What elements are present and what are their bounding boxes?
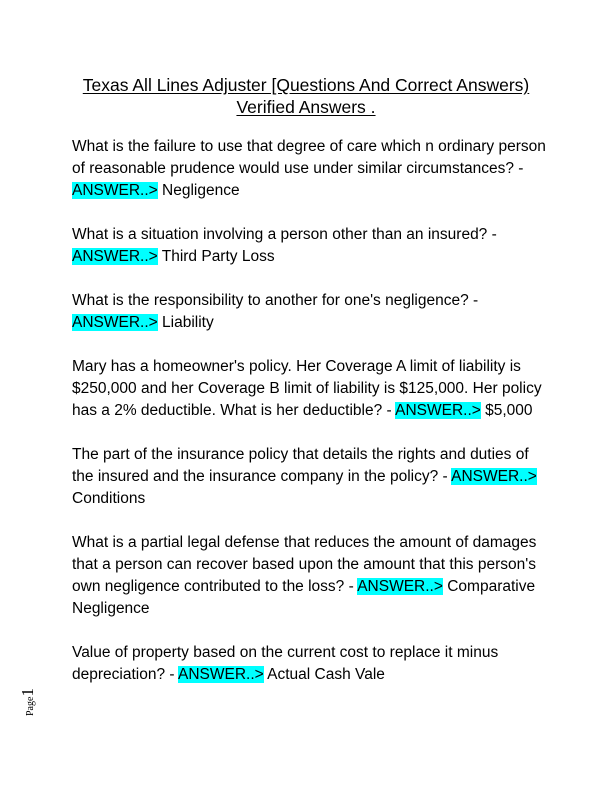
qa-list (72, 136, 550, 708)
qa-item (72, 444, 550, 510)
qa-item (72, 290, 550, 334)
question-text: What is a situation involving a person other than an insured? - (72, 226, 497, 243)
answer-text: Comparative Negligence (72, 578, 536, 617)
document-title (60, 74, 552, 118)
question-text: What is a partial legal defense that reduces the amount of damages that a person can recover based upon the amount that this person's own negligence contributed to the loss? - (72, 534, 537, 595)
question-text: What is the failure to use that degree of care which n ordinary person of reasonable prudence would use under similar circumstances? - (72, 138, 546, 177)
qa-item (72, 356, 550, 422)
qa-item (72, 532, 550, 620)
answer-marker: ANSWER..> (395, 402, 481, 419)
title-line-2: Verified Answers . (236, 97, 376, 117)
answer-text: $5,000 (480, 402, 533, 419)
page-word: Page (25, 696, 36, 716)
qa-item (72, 642, 550, 686)
qa-item (72, 224, 550, 268)
answer-marker: ANSWER..> (72, 182, 158, 199)
page-number-label (18, 680, 62, 716)
answer-marker: ANSWER..> (451, 468, 537, 485)
question-text: Mary has a homeowner's policy. Her Coverage A limit of liability is $250,000 and her Coverage B limit of liability is $125,000. Her policy has a 2% deductible. What is her deductible? - (72, 358, 542, 419)
question-text: What is the responsibility to another for one's negligence? - (72, 292, 479, 309)
answer-marker: ANSWER..> (72, 248, 158, 265)
question-text: The part of the insurance policy that details the rights and duties of the insured and the insurance company in the policy? - (72, 446, 529, 485)
answer-marker: ANSWER..> (357, 578, 443, 595)
question-text: Value of property based on the current cost to replace it minus depreciation? - (72, 644, 499, 683)
answer-text: Liability (157, 314, 214, 331)
qa-item (72, 136, 550, 202)
page-number: 1 (18, 688, 37, 697)
answer-text: Conditions (72, 490, 146, 507)
answer-marker: ANSWER..> (72, 314, 158, 331)
answer-text: Negligence (157, 182, 240, 199)
answer-marker: ANSWER..> (178, 666, 264, 683)
answer-text: Third Party Loss (157, 248, 275, 265)
answer-text: Actual Cash Vale (263, 666, 385, 683)
title-line-1: Texas All Lines Adjuster [Questions And Correct Answers) (82, 75, 530, 95)
